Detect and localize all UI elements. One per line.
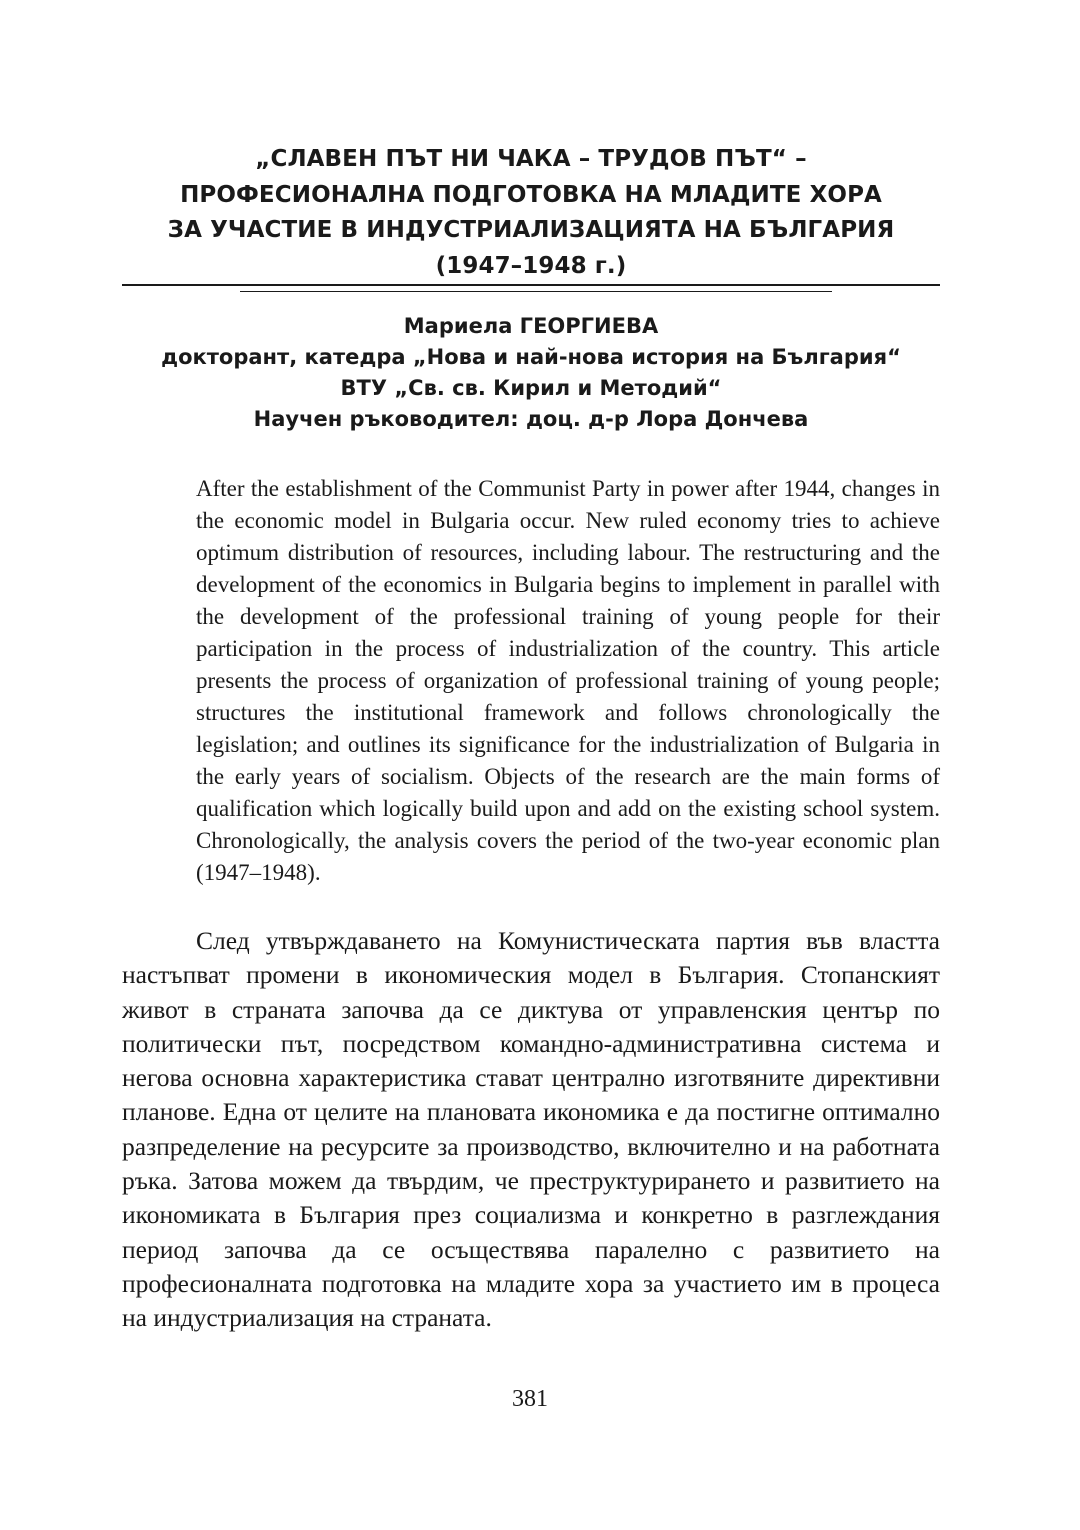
body-paragraph: След утвърждаването на Комунистическата партия във властта настъпват промени в икономическия модел в България. Стопанският живот в страната започва да се диктува от управленския център по политически път, посредством командно-административна система и негова основна характеристика стават централно изготвяните директивни планове. Една от целите на плановата икономика е да постигне оптимално разпределение на ресурсите за производство, включително и на работната ръка. Затова можем да твърдим, че преструктурирането и развитието на икономиката в България през социализма и конкретно в разглеждания период започва да се осъществява паралелно с развитието на професионалната подготовка на младите хора за участието им в процеса на индустриализация на страната. <box>122 926 940 1333</box>
title-divider-thick <box>122 284 940 286</box>
author-position: докторант, катедра „Нова и най-нова история на България“ <box>161 345 901 369</box>
title-line-2: ПРОФЕСИОНАЛНА ПОДГОТОВКА НА МЛАДИТЕ ХОРА <box>180 181 882 208</box>
title-line-3: ЗА УЧАСТИЕ В ИНДУСТРИАЛИЗАЦИЯТА НА БЪЛГАРИЯ <box>167 217 895 243</box>
abstract: After the establishment of the Communist Party in power after 1944, changes in the economic model in Bulgaria occur. New ruled economy tries to achieve optimum distribution of resources, including labour. The restructuring and the development of the economics in Bulgaria begins to implement in parallel with the development of the professional training of young people for their participation in the process of industrialization of the country. This article presents the process of organization of professional training of young people; structures the institutional framework and follows chronologically the legislation; and outlines its significance for the industrialization of Bulgaria in the early years of socialism. Objects of the research are the main forms of qualification which logically build upon and add on the existing school system. Chronologically, the analysis covers the period of the two-year economic plan (1947–1948). <box>196 476 940 885</box>
title-line-1: „СЛАВЕН ПЪТ НИ ЧАКА – ТРУДОВ ПЪТ“ – <box>255 146 807 172</box>
author-university: ВТУ „Св. св. Кирил и Методий“ <box>340 376 722 400</box>
author-block <box>122 311 940 435</box>
title-divider-thin <box>240 291 832 292</box>
article-title <box>122 142 940 284</box>
page-number: 381 <box>512 1386 548 1412</box>
author-name: Мариела ГЕОРГИЕВА <box>403 314 659 338</box>
title-line-4: (1947–1948 г.) <box>435 252 627 279</box>
author-supervisor: Научен ръководител: доц. д-р Лора Дончева <box>253 407 809 431</box>
